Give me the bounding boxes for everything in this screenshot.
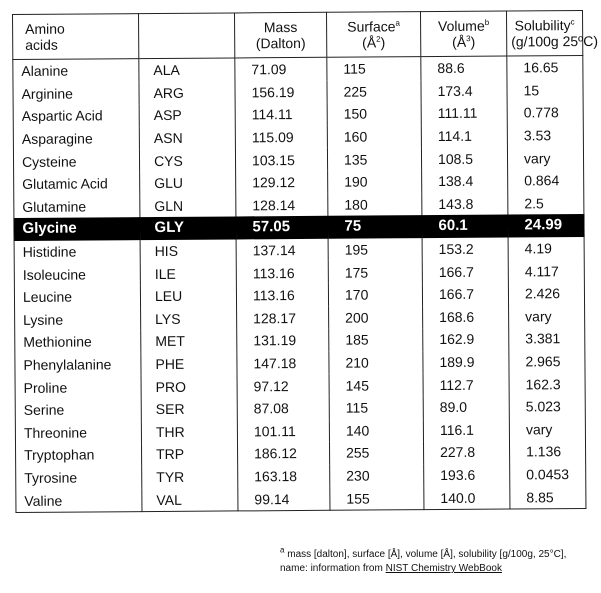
cell-abbr: ASP (139, 104, 235, 127)
cell-volume: 162.9 (423, 328, 509, 351)
cell-abbr: HIS (140, 239, 236, 262)
cell-solubility: vary (507, 146, 583, 169)
cell-mass: 129.12 (236, 171, 328, 194)
cell-name: Cysteine (13, 149, 139, 172)
cell-solubility: 2.5 (508, 192, 584, 215)
cell-solubility: 24.99 (508, 214, 584, 237)
header-mass: Mass (Dalton) (234, 12, 326, 58)
footnote-mark: a (280, 545, 285, 555)
cell-surface: 135 (327, 148, 421, 171)
cell-name: Lysine (15, 308, 141, 331)
table-body (13, 56, 586, 513)
cell-abbr: TYR (142, 465, 238, 488)
cell-name: Leucine (14, 285, 140, 308)
cell-mass: 103.15 (235, 148, 327, 171)
cell-solubility: 162.3 (509, 372, 585, 395)
cell-name: Glycine (14, 217, 140, 240)
cell-abbr: LEU (140, 284, 236, 307)
cell-abbr: ALA (139, 58, 235, 82)
surface-note-mark: a (395, 18, 400, 28)
cell-name: Asparagine (13, 127, 139, 150)
cell-surface: 210 (329, 351, 423, 374)
cell-volume: 227.8 (423, 441, 509, 464)
cell-name: Alanine (13, 59, 139, 83)
cell-surface: 185 (329, 328, 423, 351)
cell-mass: 57.05 (236, 216, 328, 239)
header-abbreviation (139, 13, 235, 59)
cell-abbr: PRO (141, 375, 237, 398)
cell-solubility: 3.53 (507, 124, 583, 147)
cell-abbr: ILE (140, 262, 236, 285)
cell-surface: 230 (330, 464, 424, 487)
cell-surface: 75 (328, 215, 422, 238)
footnote-line-2 (280, 562, 566, 576)
cell-mass: 163.18 (238, 464, 330, 487)
cell-volume: 116.1 (423, 418, 509, 441)
cell-abbr: GLY (140, 217, 236, 240)
volume-unit-exponent: 3 (466, 34, 471, 44)
cell-volume: 166.7 (422, 282, 508, 305)
cell-name: Methionine (15, 330, 141, 353)
cell-solubility: 3.381 (509, 327, 585, 350)
table-row (16, 485, 586, 512)
cell-volume: 166.7 (422, 260, 508, 283)
cell-name: Aspartic Acid (13, 104, 139, 127)
cell-volume: 143.8 (422, 192, 508, 215)
nist-webbook-link[interactable]: NIST Chemistry WebBook (385, 563, 502, 574)
cell-volume: 193.6 (424, 463, 510, 486)
cell-surface: 225 (327, 80, 421, 103)
cell-mass: 128.17 (237, 306, 329, 329)
cell-surface: 160 (327, 125, 421, 148)
cell-surface: 200 (329, 306, 423, 329)
cell-abbr: ASN (139, 126, 235, 149)
cell-mass: 71.09 (235, 57, 327, 81)
cell-name: Glutamic Acid (14, 172, 140, 195)
cell-abbr: LYS (141, 307, 237, 330)
cell-volume: 168.6 (423, 305, 509, 328)
cell-surface: 180 (328, 193, 422, 216)
cell-mass: 97.12 (237, 374, 329, 397)
cell-solubility: 2.965 (509, 350, 585, 373)
cell-abbr: CYS (139, 149, 235, 172)
header-amino-acids: Amino acids (13, 14, 139, 60)
cell-surface: 175 (328, 260, 422, 283)
cell-surface: 170 (328, 283, 422, 306)
cell-surface: 115 (327, 57, 421, 81)
cell-volume: 60.1 (422, 215, 508, 238)
footnote-line-2-prefix: name: information from (280, 563, 386, 574)
solubility-note-mark: c (570, 17, 575, 27)
cell-solubility: 8.85 (510, 485, 586, 509)
cell-surface: 145 (329, 373, 423, 396)
cell-mass: 87.08 (237, 397, 329, 420)
cell-name: Arginine (13, 82, 139, 105)
cell-abbr: MET (141, 330, 237, 353)
cell-solubility: 0.778 (507, 101, 583, 124)
cell-abbr: GLU (140, 171, 236, 194)
cell-name: Glutamine (14, 195, 140, 218)
cell-mass: 131.19 (237, 329, 329, 352)
cell-solubility: vary (509, 418, 585, 441)
cell-solubility: 4.19 (508, 237, 584, 260)
cell-surface: 150 (327, 102, 421, 125)
cell-surface: 195 (328, 238, 422, 261)
cell-mass: 101.11 (237, 419, 329, 442)
cell-name: Valine (16, 488, 142, 512)
cell-abbr: THR (141, 420, 237, 443)
amino-acid-table (12, 10, 599, 513)
surface-unit-exponent: 2 (376, 34, 381, 44)
cell-volume: 189.9 (423, 350, 509, 373)
cell-name: Tryptophan (16, 443, 142, 466)
header-row (13, 11, 583, 60)
cell-volume: 89.0 (423, 395, 509, 418)
cell-volume: 153.2 (422, 237, 508, 260)
cell-volume: 114.1 (421, 124, 507, 147)
cell-abbr: VAL (142, 488, 238, 512)
cell-solubility: 2.426 (508, 282, 584, 305)
cell-solubility: vary (509, 305, 585, 328)
cell-volume: 88.6 (421, 56, 507, 80)
header-surface: Surface$^a$ $(Å^2)$ (326, 12, 420, 58)
cell-surface: 190 (328, 170, 422, 193)
cell-mass: 147.18 (237, 352, 329, 375)
volume-note-mark: b (484, 18, 490, 28)
footnote (280, 545, 567, 576)
cell-surface: 255 (329, 441, 423, 464)
cell-solubility: 4.117 (508, 259, 584, 282)
cell-mass: 128.14 (236, 193, 328, 216)
cell-mass: 113.16 (236, 261, 328, 284)
cell-name: Threonine (15, 421, 141, 444)
cell-solubility: 16.65 (507, 56, 583, 80)
cell-solubility: 5.023 (509, 395, 585, 418)
header-volume: Volume$^b$ $(Å^3)$ (420, 11, 506, 57)
cell-volume: 111.11 (421, 102, 507, 125)
cell-solubility: 0.864 (508, 169, 584, 192)
cell-surface: 155 (330, 486, 424, 510)
cell-solubility: 0.0453 (510, 463, 586, 486)
cell-volume: 112.7 (423, 373, 509, 396)
cell-mass: 114.11 (235, 103, 327, 126)
footnote-line-1: mass [dalton], surface [Å], volume [Å], solubility [g/100g, 25°C], (287, 549, 567, 560)
cell-name: Isoleucine (14, 262, 140, 285)
cell-abbr: SER (141, 397, 237, 420)
cell-abbr: TRP (141, 443, 237, 466)
cell-volume: 108.5 (421, 147, 507, 170)
cell-mass: 99.14 (238, 487, 330, 511)
cell-mass: 115.09 (235, 126, 327, 149)
cell-solubility: 1.136 (509, 440, 585, 463)
cell-abbr: PHE (141, 352, 237, 375)
cell-volume: 173.4 (421, 79, 507, 102)
cell-name: Proline (15, 375, 141, 398)
cell-name: Histidine (14, 240, 140, 263)
cell-mass: 137.14 (236, 239, 328, 262)
cell-mass: 113.16 (236, 284, 328, 307)
cell-surface: 115 (329, 396, 423, 419)
cell-name: Tyrosine (16, 466, 142, 489)
header-solubility: Solubility$^c$ (g/100g 25ºC) (506, 11, 582, 57)
cell-abbr: GLN (140, 194, 236, 217)
cell-abbr: ARG (139, 81, 235, 104)
cell-name: Serine (15, 398, 141, 421)
cell-volume: 140.0 (424, 486, 510, 510)
amino-acid-sheet (12, 10, 599, 513)
cell-surface: 140 (329, 419, 423, 442)
cell-volume: 138.4 (422, 170, 508, 193)
cell-mass: 156.19 (235, 80, 327, 103)
cell-name: Phenylalanine (15, 353, 141, 376)
cell-mass: 186.12 (237, 442, 329, 465)
cell-solubility: 15 (507, 79, 583, 102)
